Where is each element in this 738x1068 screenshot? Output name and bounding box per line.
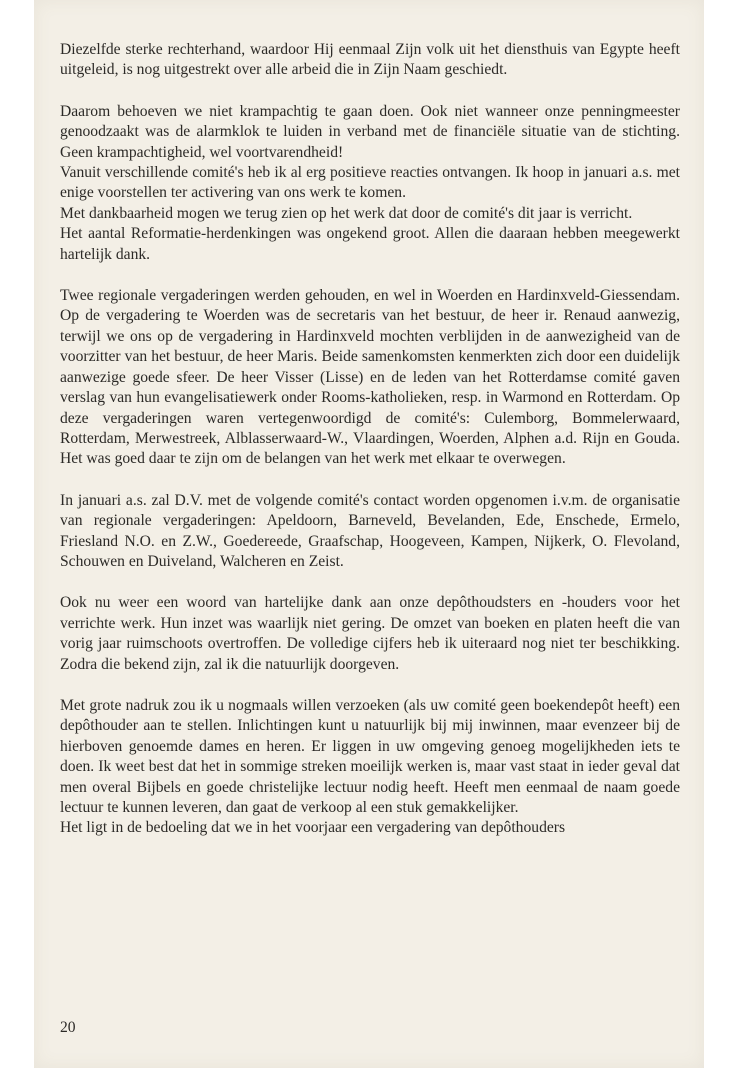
page-number: 20: [60, 1019, 76, 1036]
paragraph-2: [60, 102, 680, 265]
paragraph-6: [60, 696, 680, 839]
paragraph-5: [60, 593, 680, 675]
sentence: Ook nu weer een woord van hartelijke dank aan onze depôthoudsters en -houders voor het verrichte werk. Hun inzet was waarlijk niet gering. De omzet van boeken en platen heeft die van vorig jaar ruimschoots overtroffen. De volledige cijfers heb ik uiteraard nog niet ter beschikking. Zodra die bekend zijn, zal ik die natuurlijk doorgeven.: [60, 594, 680, 673]
sentence: Met dankbaarheid mogen we terug zien op het werk dat door de comité's dit jaar is verricht.: [60, 204, 633, 222]
body-text: [60, 40, 680, 839]
paragraph-3: [60, 286, 680, 470]
sentence: Daarom behoeven we niet krampachtig te gaan doen. Ook niet wanneer onze penningmeester genoodzaakt was de alarmklok te luiden in verband met de financiële situatie van de stichting. Geen krampachtigheid, wel voortvarendheid!: [60, 102, 680, 161]
sentence: Met grote nadruk zou ik u nogmaals willen verzoeken (als uw comité geen boekendepôt heeft) een depôthouder aan te stellen. Inlichtingen kunt u natuurlijk bij mij inwinnen, maar evenzeer bij de hierboven genoemde dames en heren. Er liggen in uw omgeving genoeg mogelijkheden iets te doen. Ik weet best dat het in sommige streken moeilijk werken is, maar vast staat in ieder geval dat men overal Bijbels en goede christelijke lectuur nodig heeft. Heeft men eenmaal de naam goede lectuur te kunnen leveren, dan gaat de verkoop al een stuk gemakkelijker.: [60, 696, 680, 816]
sentence: Het aantal Reformatie-herdenkingen was ongekend groot. Allen die daaraan hebben meegewerkt hartelijk dank.: [60, 225, 680, 263]
sentence: Vanuit verschillende comité's heb ik al erg positieve reacties ontvangen. Ik hoop in januari a.s. met enige voorstellen ter activering van ons werk te komen.: [60, 164, 680, 202]
sentence: Twee regionale vergaderingen werden gehouden, en wel in Woerden en Hardinxveld-Giessendam. Op de vergadering te Woerden was de secretaris van het bestuur, de heer ir. Renaud aanwezig, terwijl we ons op de vergadering in Hardinxveld mochten verblijden in de aanwezigheid van de voorzitter van het bestuur, de heer Maris. Beide samenkomsten kenmerkten zich door een duidelijk aanwezige goede sfeer. De heer Visser (Lisse) en de leden van het Rotterdamse comité gaven verslag van hun evangelisatiewerk onder Rooms-katholieken, resp. in Warmond en Rotterdam. Op deze vergaderingen waren vertegenwoordigd de comité's: Culemborg, Bommelerwaard, Rotterdam, Merwestreek, Alblasserwaard-W., Vlaardingen, Woerden, Alphen a.d. Rijn en Gouda. Het was goed daar te zijn om de belangen van het werk met elkaar te overwegen.: [60, 287, 680, 468]
sentence: Het ligt in de bedoeling dat we in het voorjaar een vergadering van depôthouders: [60, 819, 566, 837]
paragraph-1: [60, 40, 680, 81]
sentence: In januari a.s. zal D.V. met de volgende comité's contact worden opgenomen i.v.m. de organisatie van regionale vergaderingen: Apeldoorn, Barneveld, Bevelanden, Ede, Enschede, Ermelo, Friesland N.O. en Z.W., Goedereede, Graafschap, Hoogeveen, Kampen, Nijkerk, O. Flevoland, Schouwen en Duiveland, Walcheren en Zeist.: [60, 491, 680, 570]
sentence: Diezelfde sterke rechterhand, waardoor Hij eenmaal Zijn volk uit het diensthuis van Egypte heeft uitgeleid, is nog uitgestrekt over alle arbeid die in Zijn Naam geschiedt.: [60, 41, 680, 79]
paragraph-4: [60, 491, 680, 573]
document-page: [34, 0, 704, 1068]
